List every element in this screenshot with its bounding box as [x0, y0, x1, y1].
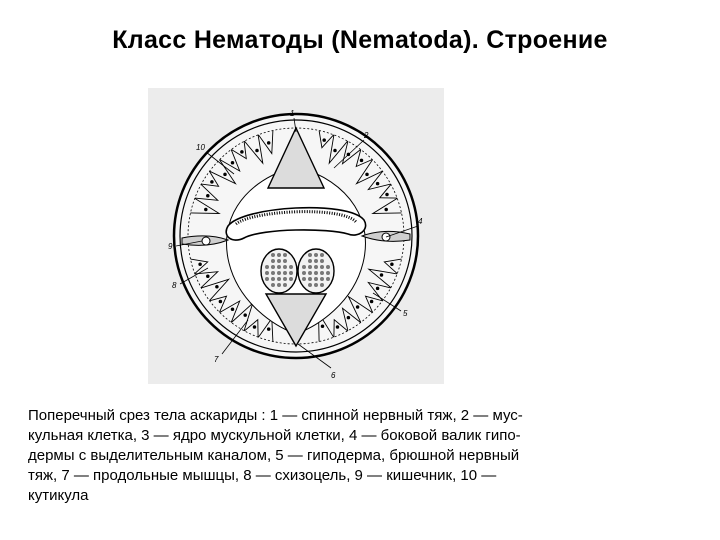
gonad-cell	[308, 253, 312, 257]
gonad-cell	[271, 271, 275, 275]
gonad-cell	[302, 265, 306, 269]
gonad-cell	[277, 283, 281, 287]
muscle-cell-nucleus	[207, 275, 210, 278]
gonad-cell	[289, 271, 293, 275]
muscle-cell-nucleus	[224, 173, 227, 176]
gonad-cell	[308, 277, 312, 281]
muscle-cell-nucleus	[244, 314, 247, 317]
muscle-cell-nucleus	[347, 316, 350, 319]
gonad-cell	[308, 259, 312, 263]
gonad-cell	[326, 265, 330, 269]
muscle-cell-nucleus	[231, 161, 234, 164]
muscle-cell-nucleus	[356, 306, 359, 309]
muscle-cell-nucleus	[253, 326, 256, 329]
caption-line: Поперечный срез тела аскариды : 1 — спинной нервный тяж, 2 — мус-	[28, 407, 523, 424]
muscle-cell-nucleus	[360, 159, 363, 162]
gonad-cell	[320, 283, 324, 287]
gonad-cell	[277, 277, 281, 281]
gonad-cell	[277, 253, 281, 257]
gonad-cell	[326, 271, 330, 275]
gonad-cell	[320, 271, 324, 275]
muscle-cell-nucleus	[267, 328, 270, 331]
label-4: 4	[418, 217, 423, 226]
muscle-cell-nucleus	[205, 208, 208, 211]
muscle-cell-nucleus	[199, 263, 202, 266]
gonad-cell	[314, 253, 318, 257]
cross-section-drawing	[148, 88, 444, 384]
muscle-cell-nucleus	[211, 181, 214, 184]
gonad-cell	[271, 265, 275, 269]
gonad-cell	[320, 265, 324, 269]
gonad-cell	[320, 253, 324, 257]
gonad-cell	[271, 259, 275, 263]
label-10: 10	[196, 143, 205, 152]
gonad-cell	[314, 265, 318, 269]
excretory-canal-left	[202, 237, 210, 245]
gonad-cell	[283, 277, 287, 281]
page-title: Класс Нематоды (Nematoda). Строение	[112, 26, 608, 54]
gonad-cell	[314, 259, 318, 263]
gonad-cell	[289, 265, 293, 269]
caption-line: тяж, 7 — продольные мышцы, 8 — схизоцель, 9 — кишечник, 10 —	[28, 467, 497, 484]
gonad-cell	[302, 277, 306, 281]
label-9: 9	[168, 242, 173, 251]
gonad-cell	[277, 259, 281, 263]
muscle-cell-nucleus	[376, 182, 379, 185]
label-6: 6	[331, 371, 336, 380]
gonad-cell	[283, 253, 287, 257]
muscle-cell-nucleus	[334, 149, 337, 152]
gonad-cell	[271, 283, 275, 287]
muscle-cell-nucleus	[385, 208, 388, 211]
muscle-cell-nucleus	[267, 142, 270, 145]
muscle-cell-nucleus	[231, 308, 234, 311]
muscle-cell-nucleus	[207, 194, 210, 197]
gonad-cell	[271, 277, 275, 281]
muscle-cell-nucleus	[370, 300, 373, 303]
muscle-cell-nucleus	[241, 151, 244, 154]
ascaris-cross-section-figure	[148, 88, 444, 384]
gonad-cell	[277, 265, 281, 269]
gonad-cell	[277, 271, 281, 275]
gonad-cell	[314, 271, 318, 275]
gonad-cell	[320, 259, 324, 263]
gonad-cell	[314, 277, 318, 281]
muscle-cell-nucleus	[256, 149, 259, 152]
gonad-cell	[326, 277, 330, 281]
gonad-cell	[265, 265, 269, 269]
muscle-cell-nucleus	[216, 286, 219, 289]
label-8: 8	[172, 281, 177, 290]
gonad-cell	[314, 283, 318, 287]
gonad-cell	[283, 265, 287, 269]
muscle-cell-nucleus	[391, 263, 394, 266]
gonad-cell	[265, 271, 269, 275]
muscle-cell-nucleus	[219, 300, 222, 303]
label-7: 7	[214, 355, 219, 364]
label-5: 5	[403, 309, 408, 318]
gonad-cell	[308, 271, 312, 275]
label-1: 1	[290, 109, 295, 118]
label-2: 2	[364, 131, 369, 140]
caption-line: дермы с выделительным каналом, 5 — гиподерма, брюшной нервный	[28, 447, 520, 464]
gonad-cell	[308, 265, 312, 269]
gonad-cell	[283, 259, 287, 263]
gonad-cell	[271, 253, 275, 257]
gonad-cell	[265, 277, 269, 281]
muscle-cell-nucleus	[366, 173, 369, 176]
figure-caption	[28, 406, 688, 506]
muscle-cell-nucleus	[321, 325, 324, 328]
muscle-cell-nucleus	[336, 326, 339, 329]
gonad-cell	[308, 283, 312, 287]
gonad-cell	[283, 283, 287, 287]
gonad-cell	[302, 271, 306, 275]
muscle-cell-nucleus	[380, 274, 383, 277]
gonad-cell	[320, 277, 324, 281]
muscle-cell-nucleus	[323, 139, 326, 142]
caption-line: кульная клетка, 3 — ядро мускульной клетки, 4 — боковой валик гипо-	[28, 427, 521, 444]
gonad-cell	[289, 277, 293, 281]
gonad-cell	[283, 271, 287, 275]
muscle-cell-nucleus	[386, 193, 389, 196]
muscle-cell-nucleus	[376, 287, 379, 290]
caption-line: кутикула	[28, 487, 89, 504]
